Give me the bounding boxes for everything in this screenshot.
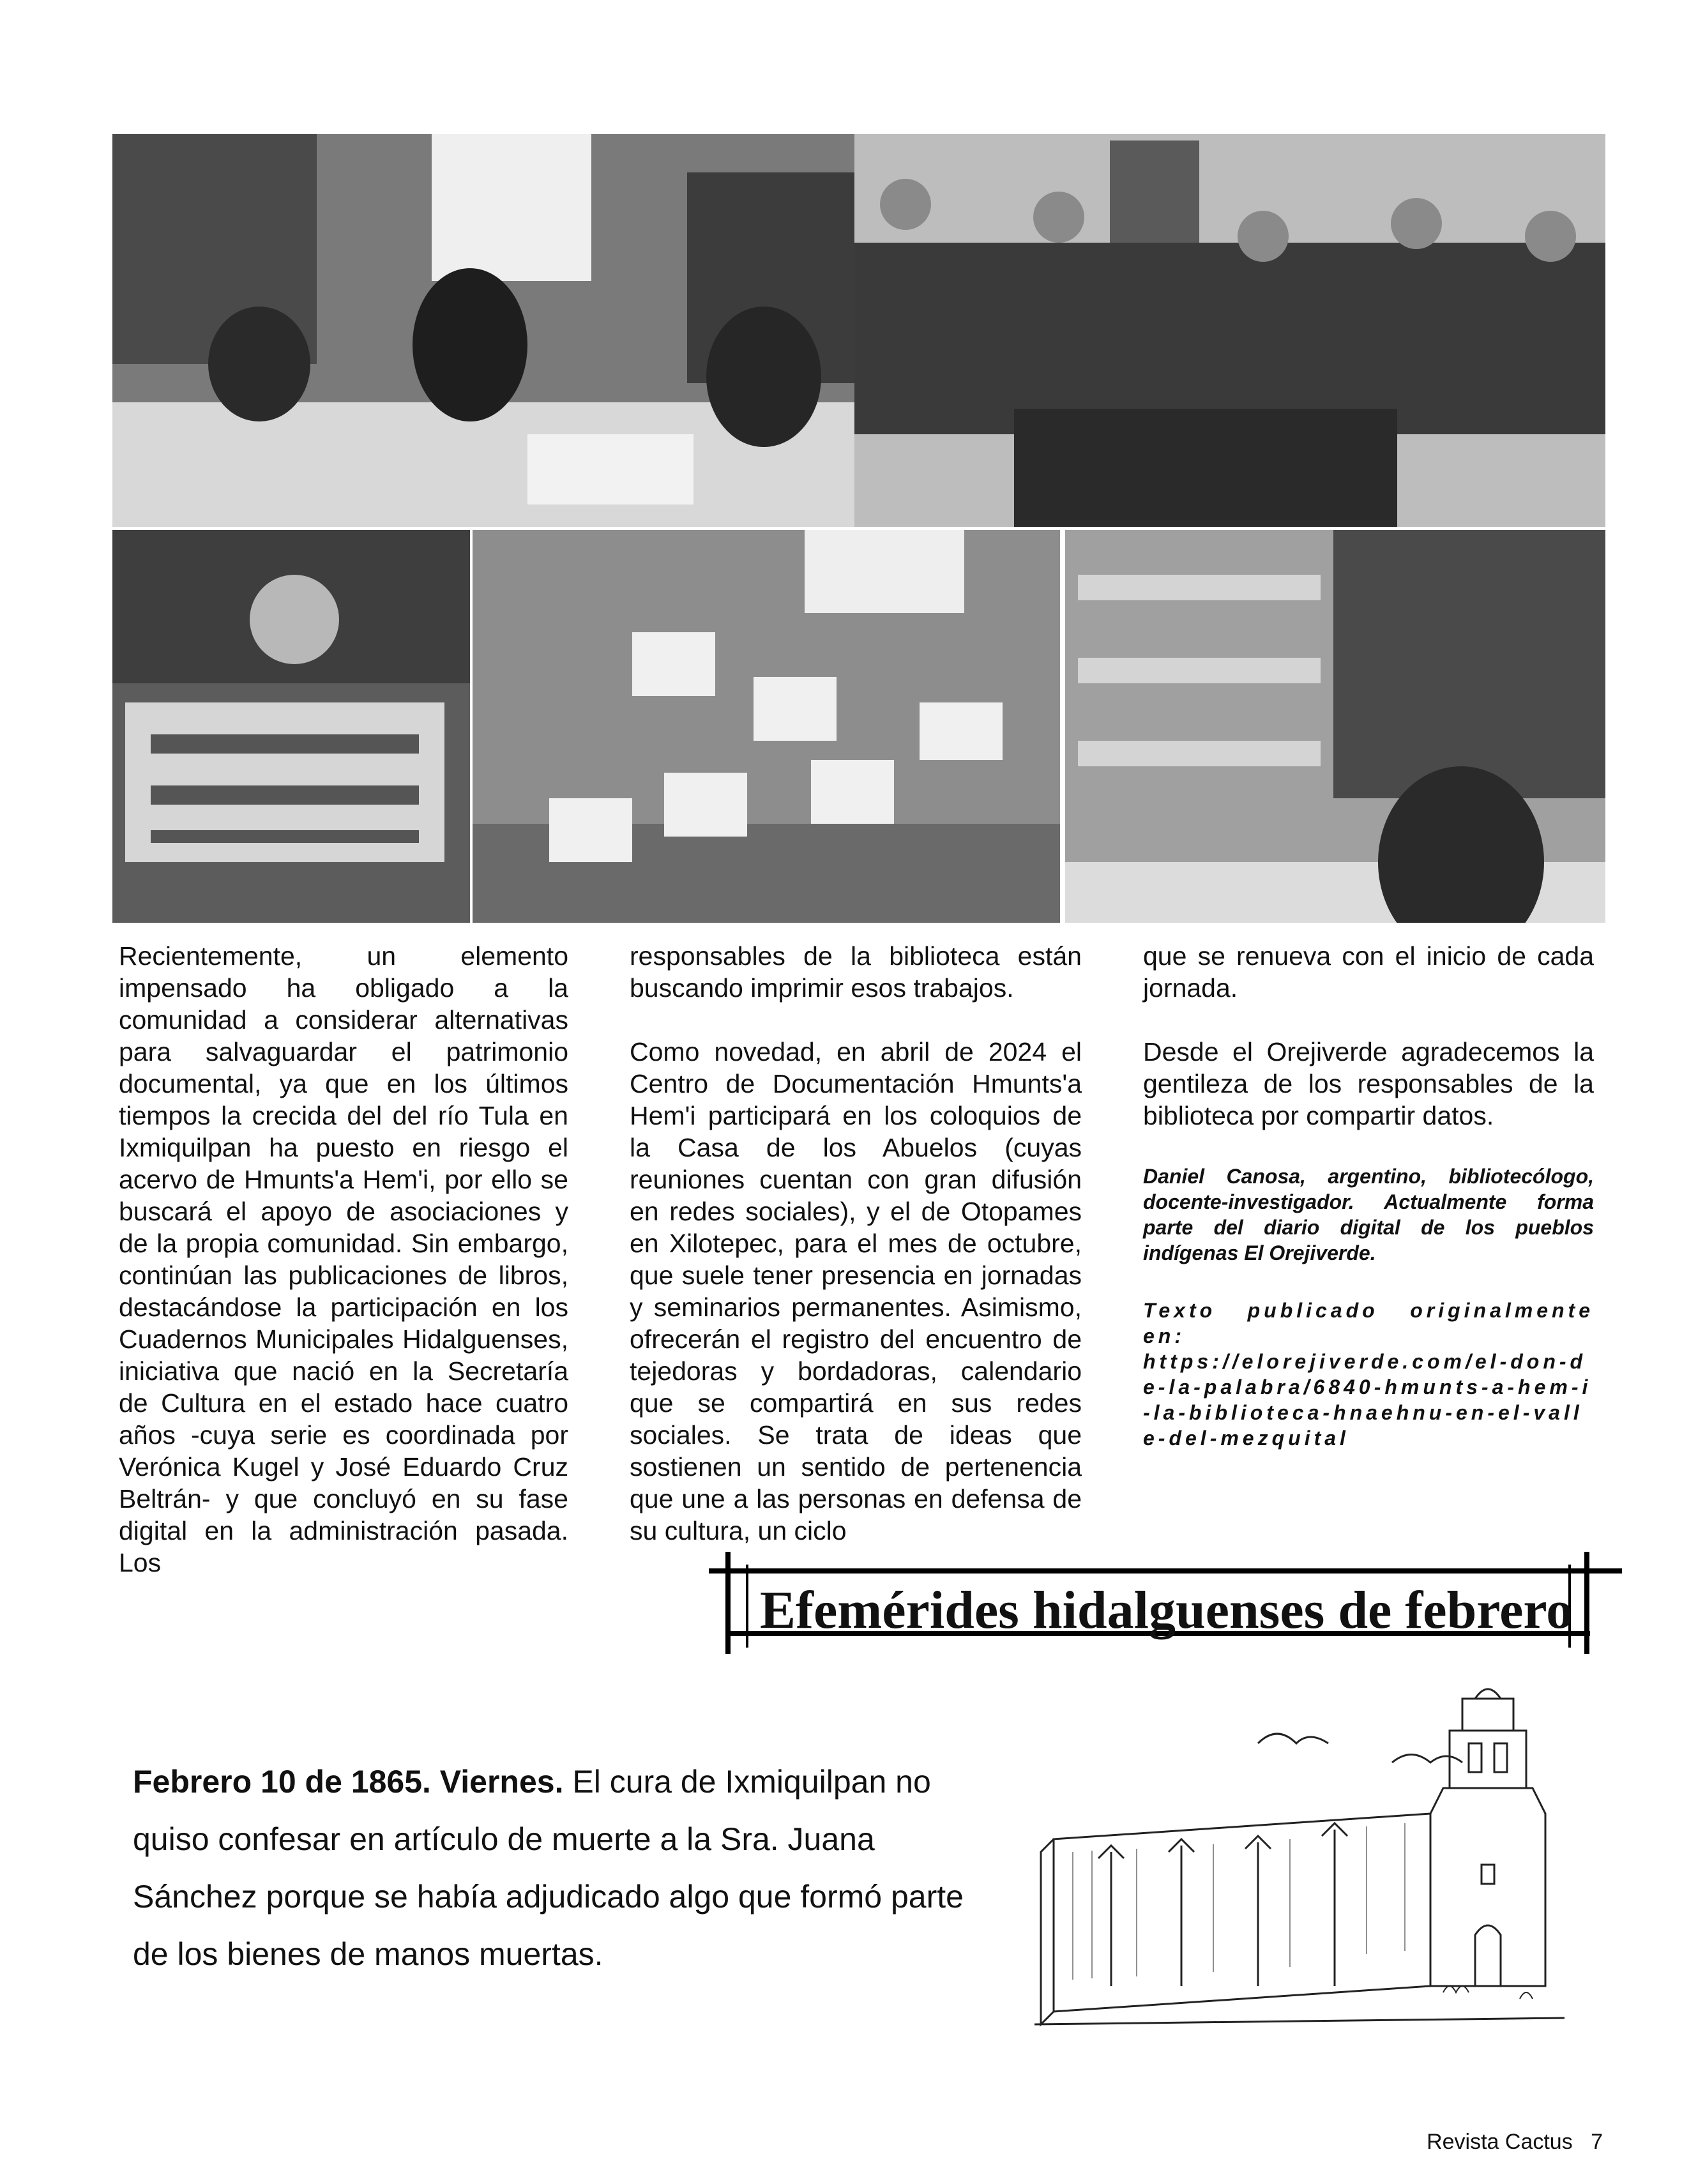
article-paragraph: que se renueva con el inicio de cada jornada. <box>1143 941 1594 1003</box>
article-paragraph: Desde el Orejiverde agradecemos la gentileza de los responsables de la biblioteca por compartir datos. <box>1143 1037 1594 1130</box>
children-drawings-photo <box>473 530 1060 923</box>
article-column-1 <box>119 940 568 1579</box>
woman-bookshelf-photo <box>1065 530 1605 923</box>
article-paragraph: Como novedad, en abril de 2024 el Centro de Documentación Hmunts'a Hem'i participará en los coloquios de la Casa de los Abuelos (cuyas reuniones cuentan con gran difusión en redes sociales), y el de Otopames en Xilotepec, para el mes de octubre, que suele tener presencia en jornadas y seminarios permanentes. Asimismo, ofrecerán el registro del encuentro de tejedoras y bordadoras, calendario que se compartirá en sus redes sociales. Se trata de ideas que sostienen un sentido de pertenencia que une a las personas en defensa de su cultura, un ciclo <box>630 1037 1082 1545</box>
ephemeris-date: Febrero 10 de 1865. Viernes. <box>133 1764 564 1800</box>
article-column-3 <box>1143 940 1594 1483</box>
source-label: Texto publicado originalmente en: <box>1143 1299 1594 1347</box>
page-footer <box>1427 2130 1603 2155</box>
photo-children-with-drawings-icon <box>473 530 1060 923</box>
section-heading-frame <box>709 1552 1622 1654</box>
church-sketch-illustration <box>1034 1686 1565 2031</box>
ephemeris-entry <box>133 1753 1001 1983</box>
article-paragraph: Recientemente, un elemento impensado ha obligado a la comunidad a considerar alternativas para salvaguardar el patrimonio documental, ya que en los últimos tiempos la crecida del del río Tula en Ixmiquilpan ha puesto en riesgo el acervo de Hmunts'a Hem'i, por ello se buscará el apoyo de asociaciones y de la propia comunidad. Sin embargo, continúan las publicaciones de libros, destacándose la participación en los Cuadernos Municipales Hidalguenses, iniciativa que nació en la Secretaría de Cultura en el estado hace cuatro años -cuya serie es coordinada por Verónica Kugel y José Eduardo Cruz Beltrán- y que concluyó en su fase digital en la administración pasada. Los <box>119 941 568 1577</box>
ephemeris-text: El cura de Ixmiquilpan no quiso confesar en artículo de muerte a la Sra. Juana Sánchez porque se había adjudicado algo que formó parte de los bienes de manos muertas. <box>133 1764 964 1972</box>
article-paragraph: responsables de la biblioteca están buscando imprimir esos trabajos. <box>630 941 1082 1003</box>
article-column-2 <box>630 940 1082 1547</box>
page-number: 7 <box>1591 2130 1603 2154</box>
photo-man-holding-textile-icon <box>112 530 470 923</box>
photo-woman-at-shelves-icon <box>1065 530 1605 923</box>
section-heading: Efemérides hidalguenses de febrero <box>760 1581 1573 1640</box>
photo-weavers-group-icon <box>854 134 1605 527</box>
man-textile-photo <box>112 530 470 923</box>
photo-children-drawing-icon <box>112 134 854 527</box>
children-library-photo <box>112 134 854 527</box>
author-credit: Daniel Canosa, argentino, bibliotecólogo, docente-investigador. Actualmente forma parte del diario digital de los pueblos indígenas El Orejiverde. <box>1143 1165 1594 1264</box>
publication-name: Revista Cactus <box>1427 2130 1573 2154</box>
church-sketch-icon <box>1034 1686 1565 2031</box>
source-link[interactable]: https://elorejiverde.com/el-don-de-la-palabra/6840-hmunts-a-hem-i-la-biblioteca-hnaehnu-en-el-valle-del-mezquital <box>1143 1350 1592 1450</box>
weavers-group-photo <box>854 134 1605 527</box>
